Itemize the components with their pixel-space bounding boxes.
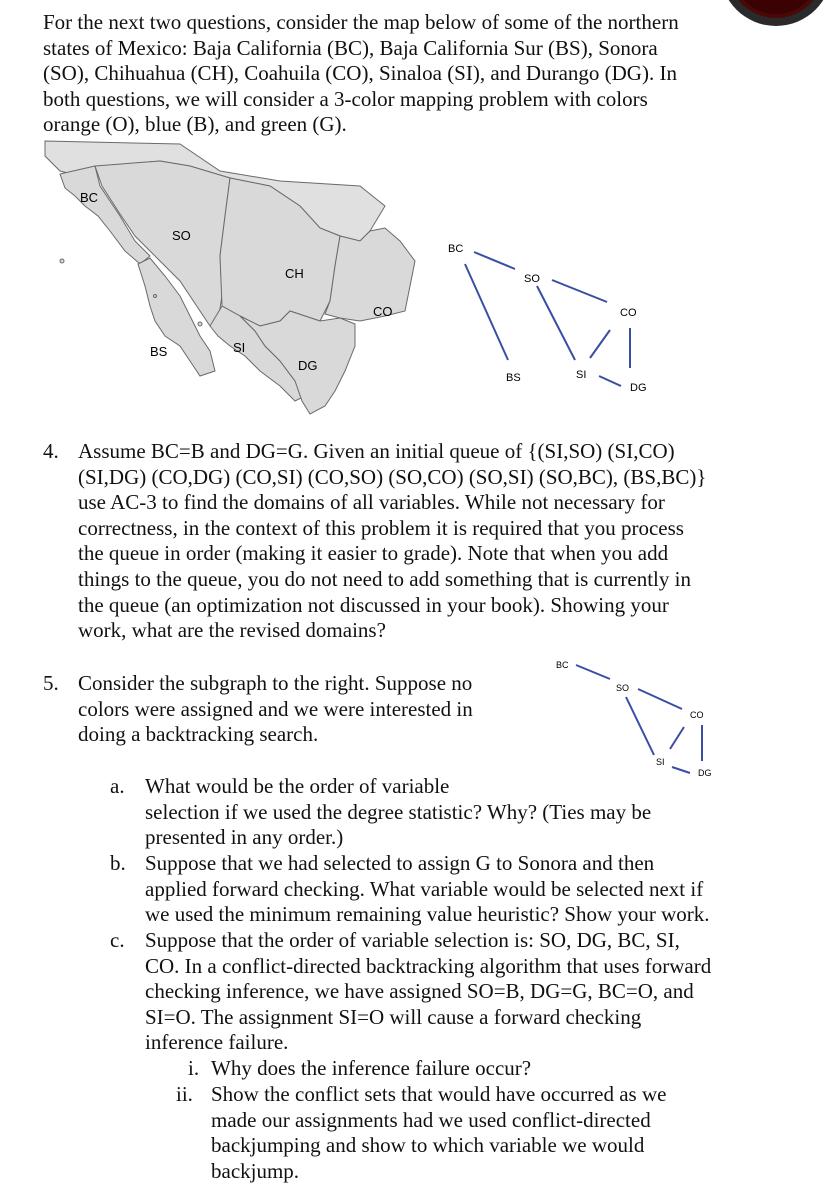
- subquestion-body: [145, 851, 710, 928]
- question-body: [78, 671, 538, 748]
- map-label-so: SO: [172, 228, 191, 243]
- edge-so-si: [537, 286, 575, 360]
- subgraph-node-dg: DG: [698, 768, 712, 778]
- intro-line: both questions, we will consider a 3-color mapping problem with colors: [43, 86, 648, 111]
- question-line: doing a backtracking search.: [78, 722, 319, 747]
- subquestion-label: a.: [110, 774, 125, 798]
- subgraph-node-bc: BC: [556, 660, 569, 670]
- subquestion-label: ii.: [176, 1082, 193, 1106]
- subgraph-node-co: CO: [690, 710, 704, 720]
- subquestion-label: i.: [188, 1056, 200, 1080]
- subquestion-body: [211, 1082, 666, 1184]
- question-line: use AC-3 to find the domains of all variables. While not necessary for: [78, 490, 665, 515]
- edge-bc-so: [576, 665, 610, 679]
- graph-node-co: CO: [620, 307, 637, 319]
- subquestion-line: inference failure.: [145, 1030, 289, 1055]
- map-label-si: SI: [233, 340, 246, 355]
- subquestion-line: Why does the inference failure occur?: [211, 1056, 532, 1080]
- question-line: colors were assigned and we were interested in: [78, 696, 473, 721]
- subquestion-line: backjumping and show to which variable we would: [211, 1133, 645, 1158]
- edge-co-si: [670, 727, 684, 749]
- question-number: 5.: [43, 671, 59, 695]
- edge-si-dg: [599, 376, 621, 386]
- map-label-bs: BS: [150, 344, 168, 359]
- intro-paragraph: [43, 10, 743, 138]
- intro-line: For the next two questions, consider the map below of some of the northern: [43, 10, 679, 34]
- question-line: things to the queue, you do not need to add something that is currently in: [78, 566, 691, 591]
- question-line: correctness, in the context of this problem it is required that you process: [78, 515, 684, 540]
- question-body: [78, 439, 798, 644]
- edge-so-co: [552, 280, 607, 302]
- subquestion-line: we used the minimum remaining value heuristic? Show your work.: [145, 902, 710, 927]
- intro-line: (SO), Chihuahua (CH), Coahuila (CO), Sinaloa (SI), and Durango (DG). In: [43, 61, 677, 86]
- map-label-bc: BC: [80, 190, 99, 205]
- graph-node-so: SO: [524, 273, 540, 285]
- intro-line: states of Mexico: Baja California (BC), Baja California Sur (BS), Sonora: [43, 35, 658, 60]
- map-label-dg: DG: [298, 358, 318, 373]
- question-number: 4.: [43, 439, 59, 463]
- subquestion-body: [145, 774, 651, 851]
- edge-so-co: [638, 689, 682, 709]
- question-line: Consider the subgraph to the right. Suppose no: [78, 671, 473, 695]
- subquestion-line: SI=O. The assignment SI=O will cause a forward checking: [145, 1004, 642, 1029]
- edge-bc-so: [474, 252, 515, 269]
- subquestion-body: [211, 1056, 531, 1082]
- subgraph-node-si: SI: [656, 757, 665, 767]
- subquestion-line: CO. In a conflict-directed backtracking algorithm that uses forward: [145, 953, 712, 978]
- subquestion-line: made our assignments had we used conflict-directed: [211, 1107, 651, 1132]
- map-label-ch: CH: [285, 266, 304, 281]
- subquestion-line: What would be the order of variable: [145, 774, 450, 798]
- constraint-graph: [440, 236, 660, 396]
- subquestion-line: Suppose that the order of variable selection is: SO, DG, BC, SI,: [145, 928, 680, 952]
- subgraph-node-so: SO: [616, 683, 630, 693]
- subquestion-line: presented in any order.): [145, 825, 344, 850]
- graph-node-si: SI: [576, 369, 587, 381]
- corner-circle-icon: [718, 0, 828, 40]
- question-line: (SI,DG) (CO,DG) (CO,SI) (CO,SO) (SO,CO) (SO,SI) (SO,BC), (BS,BC)}: [78, 464, 707, 489]
- graph-node-bc: BC: [448, 243, 464, 255]
- graph-node-dg: DG: [630, 382, 647, 394]
- question-line: the queue (an optimization not discussed in your book). Showing your: [78, 592, 669, 617]
- edge-bc-bs: [465, 264, 508, 360]
- subquestion-line: applied forward checking. What variable would be selected next if: [145, 876, 704, 901]
- question-line: work, what are the revised domains?: [78, 618, 386, 643]
- subquestion-line: Show the conflict sets that would have occurred as we: [211, 1082, 667, 1106]
- subquestion-label: c.: [110, 928, 125, 952]
- subquestion-line: Suppose that we had selected to assign G to Sonora and then: [145, 851, 655, 875]
- subquestion-line: checking inference, we have assigned SO=B, DG=G, BC=O, and: [145, 979, 694, 1004]
- intro-line: orange (O), blue (B), and green (G).: [43, 112, 347, 137]
- question-line: the queue in order (making it easier to grade). Note that when you add: [78, 541, 669, 566]
- subquestion-line: selection if we used the degree statistic? Why? (Ties may be: [145, 799, 652, 824]
- edge-co-si: [590, 330, 610, 358]
- edge-so-si: [626, 697, 654, 755]
- question-line: Assume BC=B and DG=G. Given an initial queue of {(SI,SO) (SI,CO): [78, 439, 675, 463]
- edge-si-dg: [672, 767, 690, 773]
- subquestion-body: [145, 928, 711, 1056]
- subquestion-line: backjump.: [211, 1158, 300, 1183]
- map-label-co: CO: [373, 304, 393, 319]
- mexico-map: [40, 136, 450, 436]
- subquestion-label: b.: [110, 851, 126, 875]
- graph-node-bs: BS: [506, 372, 521, 384]
- subgraph: [550, 655, 730, 785]
